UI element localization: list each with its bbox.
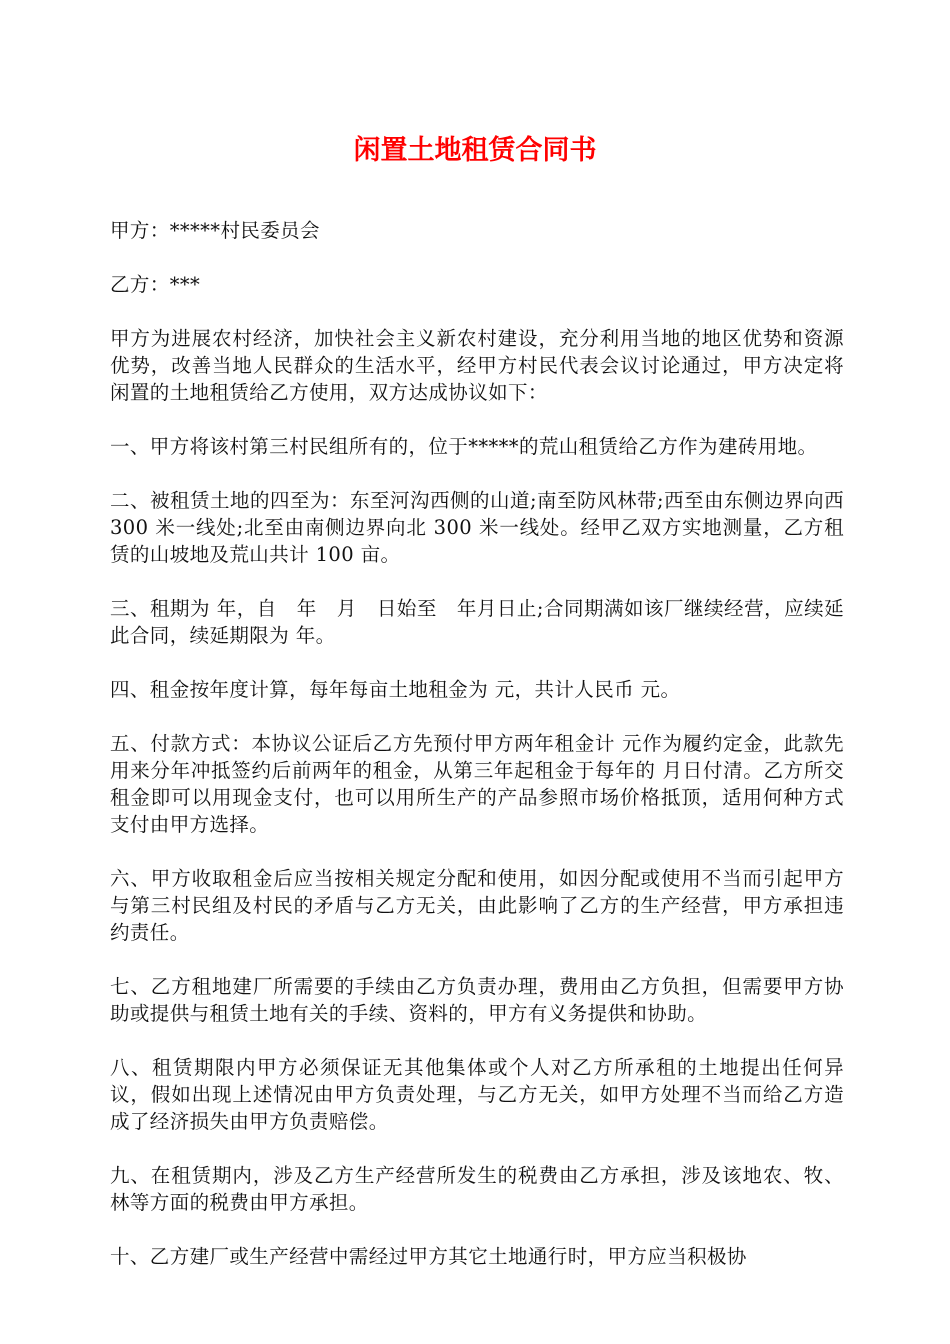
clause-7: 七、乙方租地建厂所需要的手续由乙方负责办理，费用由乙方负担，但需要甲方协助或提供与租赁土地有关的手续、资料的，甲方有义务提供和协助。 [110, 975, 844, 1025]
preamble-paragraph: 甲方为进展农村经济，加快社会主义新农村建设，充分利用当地的地区优势和资源优势，改善当地人民群众的生活水平，经甲方村民代表会议讨论通过，甲方决定将闲置的土地租赁给乙方使用，双方达成协议如下： [110, 327, 844, 404]
clause-5: 五、付款方式：本协议公证后乙方先预付甲方两年租金计 元作为履约定金，此款先用来分年冲抵签约后前两年的租金，从第三年起租金于每年的 月日付清。乙方所交租金即可以用现金支付，也可以用所生产的产品参照市场价格抵顶，适用何种方式支付由甲方选择。 [110, 732, 844, 836]
clause-2: 二、被租赁土地的四至为：东至河沟西侧的山道;南至防风林带;西至由东侧边界向西 300 米一线处;北至由南侧边界向北 300 米一线处。经甲乙双方实地测量，乙方租赁的山坡地及荒山共计 100 亩。 [110, 489, 844, 566]
clause-10: 十、乙方建厂或生产经营中需经过甲方其它土地通行时，甲方应当积极协 [110, 1245, 747, 1268]
clause-4: 四、租金按年度计算，每年每亩土地租金为 元，共计人民币 元。 [110, 678, 681, 701]
party-a-line: 甲方：*****村民委员会 [110, 219, 320, 242]
clause-9: 九、在租赁期内，涉及乙方生产经营所发生的税费由乙方承担，涉及该地农、牧、林等方面的税费由甲方承担。 [110, 1164, 844, 1214]
party-b-line: 乙方：*** [110, 273, 201, 296]
clause-1: 一、甲方将该村第三村民组所有的，位于*****的荒山租赁给乙方作为建砖用地。 [110, 435, 818, 458]
clause-8: 八、租赁期限内甲方必须保证无其他集体或个人对乙方所承租的土地提出任何异议，假如出现上述情况由甲方负责处理，与乙方无关，如甲方处理不当而给乙方造成了经济损失由甲方负责赔偿。 [110, 1056, 844, 1133]
clause-6: 六、甲方收取租金后应当按相关规定分配和使用，如因分配或使用不当而引起甲方与第三村民组及村民的矛盾与乙方无关，由此影响了乙方的生产经营，甲方承担违约责任。 [110, 867, 844, 944]
document-title: 闲置土地租赁合同书 [353, 135, 597, 166]
clause-3: 三、租期为 年，自 年 月 日始至 年月日止;合同期满如该厂继续经营，应续延此合同，续延期限为 年。 [110, 597, 844, 647]
document-body [110, 217, 844, 1297]
